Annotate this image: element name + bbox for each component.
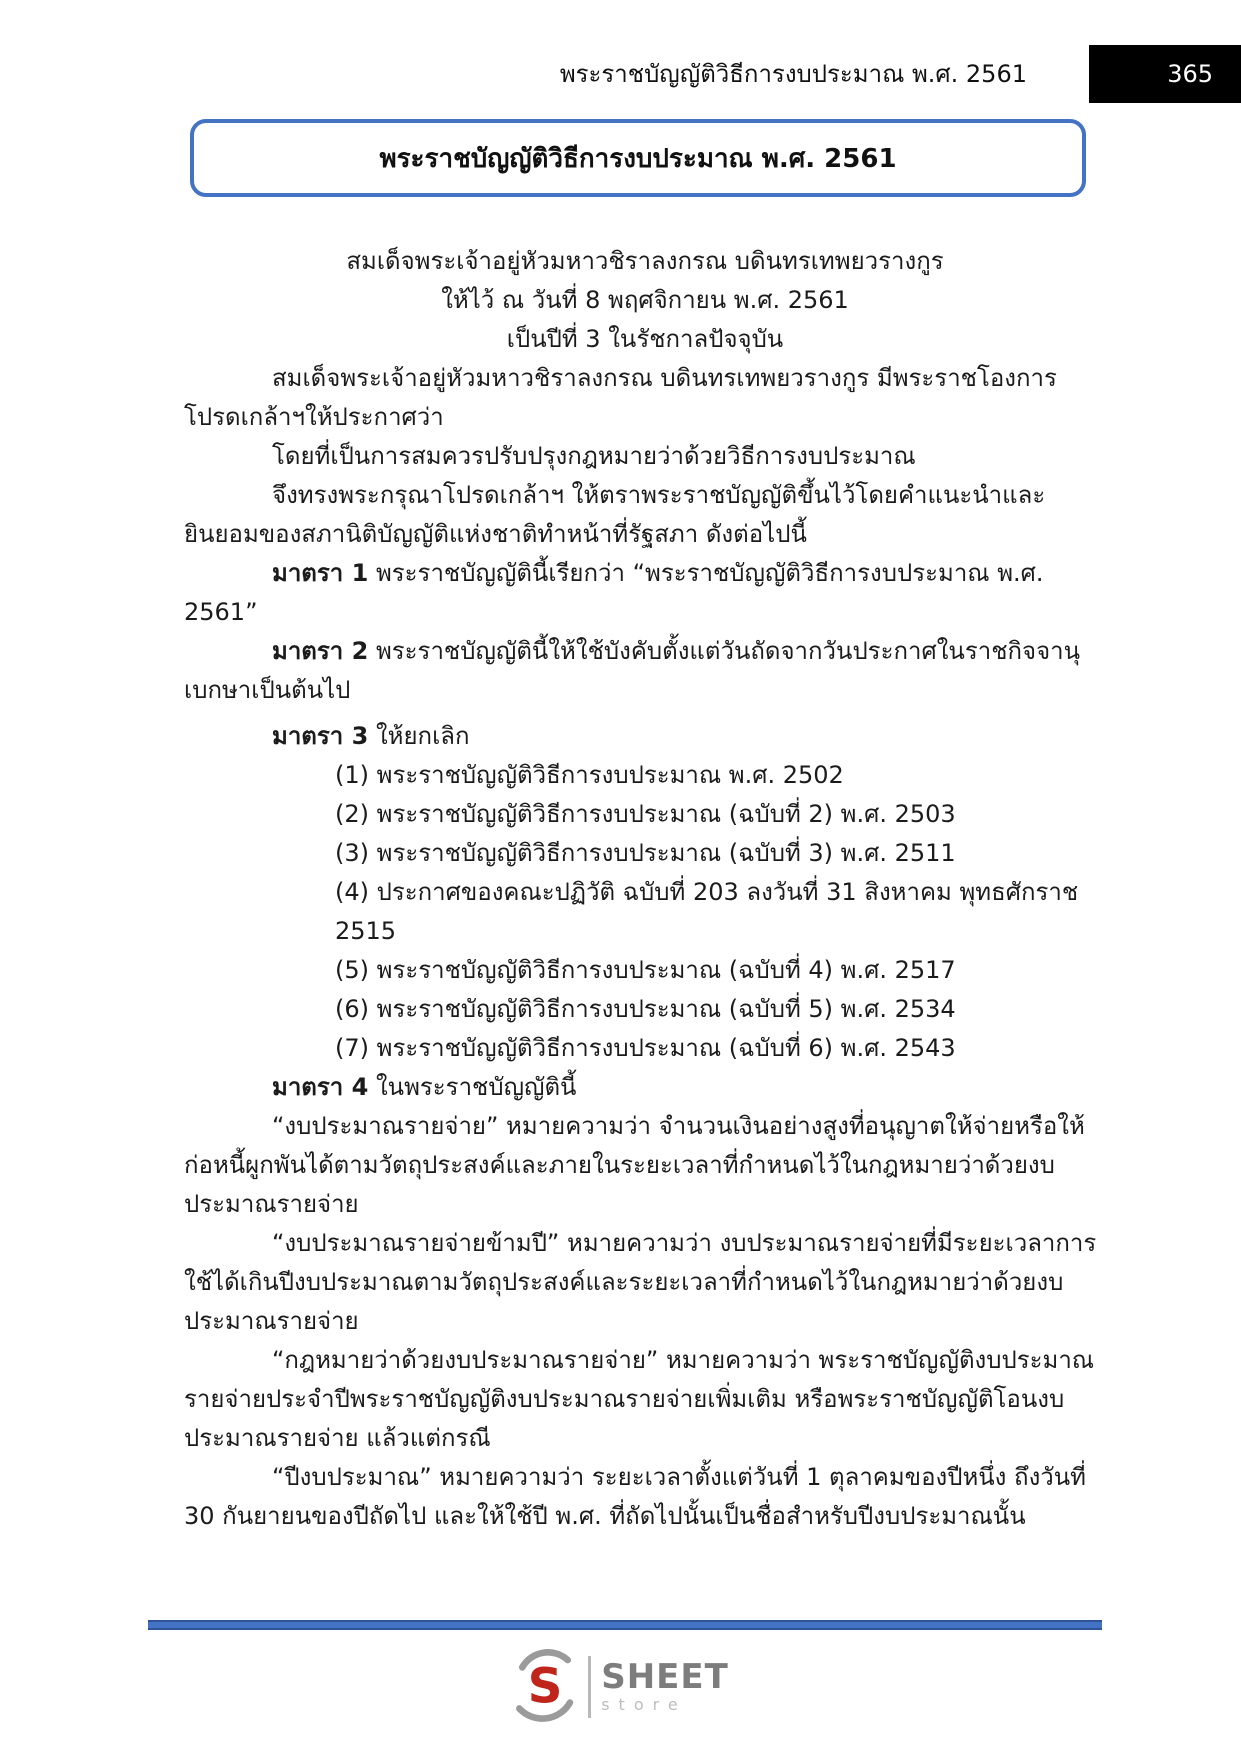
- section-1: [184, 554, 1106, 632]
- section-2: [184, 632, 1106, 710]
- logo-text-block: [601, 1659, 729, 1715]
- definition-budget-law: “กฎหมายว่าด้วยงบประมาณรายจ่าย” หมายความว่า พระราชบัญญัติงบประมาณรายจ่ายประจำปีพระราชบัญญัติงบประมาณรายจ่ายเพิ่มเติม หรือพระราชบัญญัติโอนงบประมาณรายจ่าย แล้วแต่กรณี: [184, 1346, 1095, 1452]
- section-4-label: มาตรา 4: [272, 1073, 369, 1101]
- svg-text:S: S: [527, 1658, 563, 1715]
- definition-cross-year-budget: “งบประมาณรายจ่ายข้ามปี” หมายความว่า งบประมาณรายจ่ายที่มีระยะเวลาการใช้ได้เกินปีงบประมาณตามวัตถุประสงค์และระยะเวลาที่กำหนดไว้ในกฎหมายว่าด้วยงบประมาณรายจ่าย: [184, 1229, 1097, 1335]
- preamble-reign-year: เป็นปีที่ 3 ในรัชกาลปัจจุบัน: [506, 325, 784, 353]
- logo-sub-text: store: [601, 1695, 687, 1714]
- sheet-store-logo-icon: [512, 1648, 578, 1726]
- preamble-king-name: สมเด็จพระเจ้าอยู่หัวมหาวชิราลงกรณ บดินทรเทพยวรางกูร: [346, 247, 944, 275]
- preamble-reason: โดยที่เป็นการสมควรปรับปรุงกฎหมายว่าด้วยวิธีการงบประมาณ: [272, 442, 916, 470]
- repeal-item-3: (3) พระราชบัญญัติวิธีการงบประมาณ (ฉบับที่ 3) พ.ศ. 2511: [335, 839, 956, 867]
- section-3-label: มาตรา 3: [272, 722, 369, 750]
- repeal-item-6: (6) พระราชบัญญัติวิธีการงบประมาณ (ฉบับที่ 5) พ.ศ. 2534: [335, 995, 956, 1023]
- sheet-store-logo: [0, 1648, 1241, 1726]
- section-2-text: พระราชบัญญัตินี้ให้ใช้บังคับตั้งแต่วันถัดจากวันประกาศในราชกิจจานุเบกษาเป็นต้นไป: [184, 637, 1081, 704]
- act-title-box: [190, 119, 1086, 197]
- section-1-label: มาตรา 1: [272, 559, 369, 587]
- repeal-item-4: (4) ประกาศของคณะปฏิวัติ ฉบับที่ 203 ลงวันที่ 31 สิงหาคม พุทธศักราช 2515: [335, 878, 1079, 945]
- section-1-text: พระราชบัญญัตินี้เรียกว่า “พระราชบัญญัติวิธีการงบประมาณ พ.ศ. 2561”: [184, 559, 1044, 626]
- footer-divider: [148, 1620, 1102, 1630]
- section-3: [184, 717, 1106, 756]
- act-title: พระราชบัญญัติวิธีการงบประมาณ พ.ศ. 2561: [379, 143, 897, 174]
- page-number: 365: [1167, 60, 1213, 88]
- document-body: [184, 242, 1106, 1536]
- repeal-item-7: (7) พระราชบัญญัติวิธีการงบประมาณ (ฉบับที่ 6) พ.ศ. 2543: [335, 1034, 956, 1062]
- running-header-title: พระราชบัญญัติวิธีการงบประมาณ พ.ศ. 2561: [559, 60, 1027, 88]
- repeal-item-5: (5) พระราชบัญญัติวิธีการงบประมาณ (ฉบับที่ 4) พ.ศ. 2517: [335, 956, 956, 984]
- definition-budget-expenditure: “งบประมาณรายจ่าย” หมายความว่า จำนวนเงินอย่างสูงที่อนุญาตให้จ่ายหรือให้ก่อหนี้ผูกพันได้ตามวัตถุประสงค์และภายในระยะเวลาที่กำหนดไว้ในกฎหมายว่าด้วยงบประมาณรายจ่าย: [184, 1112, 1085, 1218]
- repeal-item-2: (2) พระราชบัญญัติวิธีการงบประมาณ (ฉบับที่ 2) พ.ศ. 2503: [335, 800, 956, 828]
- logo-main-text: SHEET: [601, 1657, 729, 1697]
- preamble-given-date: ให้ไว้ ณ วันที่ 8 พฤศจิกายน พ.ศ. 2561: [441, 286, 849, 314]
- definition-fiscal-year: “ปีงบประมาณ” หมายความว่า ระยะเวลาตั้งแต่วันที่ 1 ตุลาคมของปีหนึ่ง ถึงวันที่ 30 กันยายนของปีถัดไป และให้ใช้ปี พ.ศ. ที่ถัดไปนั้นเป็นชื่อสำหรับปีงบประมาณนั้น: [184, 1463, 1086, 1530]
- section-4: [184, 1068, 1106, 1107]
- repeal-item-1: (1) พระราชบัญญัติวิธีการงบประมาณ พ.ศ. 2502: [335, 761, 844, 789]
- preamble-enactment: จึงทรงพระกรุณาโปรดเกล้าฯ ให้ตราพระราชบัญญัติขึ้นไว้โดยคำแนะนำและยินยอมของสภานิติบัญญัติแห่งชาติทำหน้าที่รัฐสภา ดังต่อไปนี้: [184, 481, 1046, 548]
- logo-divider-bar: [588, 1656, 591, 1718]
- section-4-text: ในพระราชบัญญัตินี้: [375, 1073, 577, 1101]
- preamble-proclamation: สมเด็จพระเจ้าอยู่หัวมหาวชิราลงกรณ บดินทรเทพยวรางกูร มีพระราชโองการโปรดเกล้าฯให้ประกาศว่า: [184, 364, 1057, 431]
- section-3-text: ให้ยกเลิก: [375, 722, 470, 750]
- page-number-badge: [1089, 45, 1241, 103]
- section-2-label: มาตรา 2: [272, 637, 369, 665]
